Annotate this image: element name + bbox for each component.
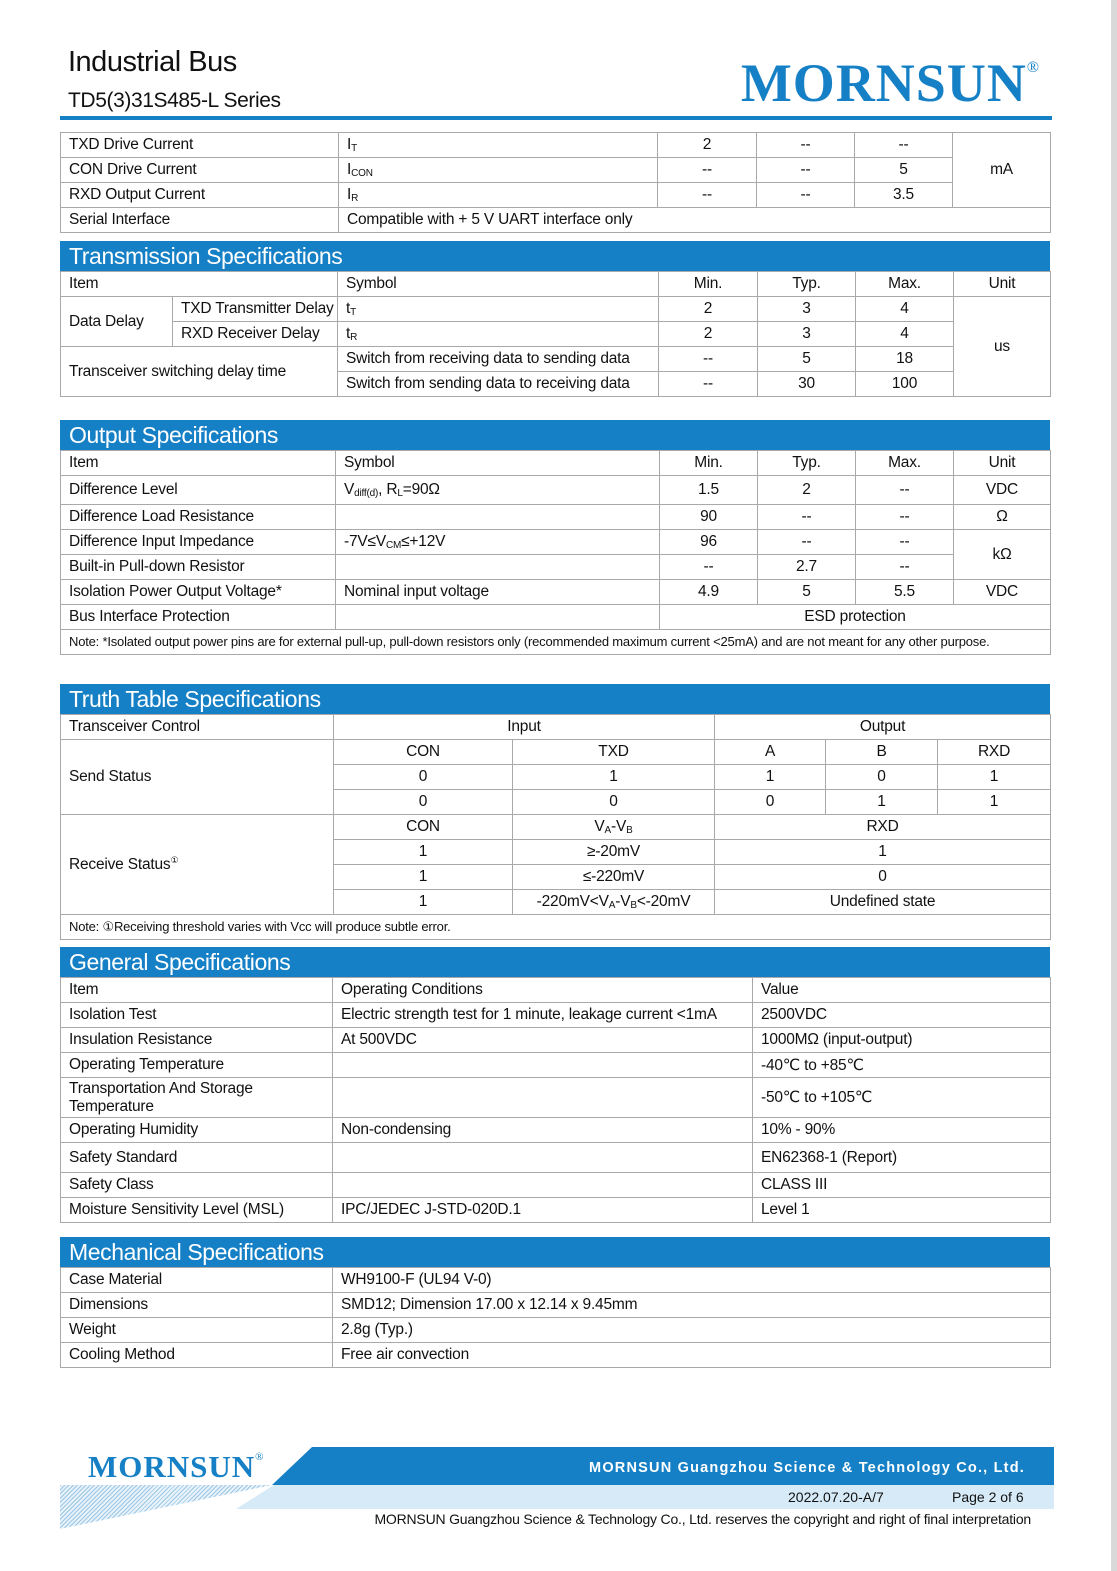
value-cell: 0 [715, 865, 1051, 890]
table-row [61, 133, 1051, 158]
condition-cell: Non-condensing [333, 1118, 753, 1143]
column-header: Input [334, 715, 715, 740]
condition-cell: Switch from receiving data to sending data [338, 347, 659, 372]
table-row [61, 815, 1051, 840]
min-cell: 1.5 [660, 476, 758, 505]
value-cell: 1 [334, 865, 513, 890]
column-header: Item [61, 272, 338, 297]
value-cell: EN62368-1 (Report) [753, 1143, 1051, 1173]
doc-category-title: Industrial Bus [68, 46, 237, 78]
unit-cell: VDC [954, 476, 1051, 505]
table-row [61, 1268, 1051, 1293]
table-row [61, 1198, 1051, 1223]
symbol-cell: $I_R$ [339, 183, 658, 208]
min-cell: -- [659, 372, 758, 397]
table-row [61, 183, 1051, 208]
table-row [61, 347, 1051, 372]
value-cell: ≥-20mV [513, 840, 715, 865]
value-cell: 1 [938, 765, 1051, 790]
typ-cell: 2.7 [758, 555, 856, 580]
value-cell: 0 [334, 765, 513, 790]
typ-cell: 30 [758, 372, 856, 397]
section-title: Mechanical Specifications [60, 1237, 1050, 1267]
table-header-row [61, 978, 1051, 1003]
value-cell: Free air convection [333, 1343, 1051, 1368]
table-header-row [61, 272, 1051, 297]
max-cell: 5.5 [856, 580, 954, 605]
item-cell: Safety Class [61, 1173, 333, 1198]
table-row [61, 505, 1051, 530]
condition-cell: Electric strength test for 1 minute, leakage current <1mA [333, 1003, 753, 1028]
symbol-cell: $I_{CON}$ [339, 158, 658, 183]
min-cell: -- [658, 158, 757, 183]
table-header-row [61, 451, 1051, 476]
max-cell: -- [856, 505, 954, 530]
value-cell: 1 [938, 790, 1051, 815]
min-cell: -- [658, 183, 757, 208]
value-cell: ESD protection [660, 605, 1051, 630]
item-cell: Operating Humidity [61, 1118, 333, 1143]
column-header: Value [753, 978, 1051, 1003]
item-cell: Difference Load Resistance [61, 505, 336, 530]
column-header: Operating Conditions [333, 978, 753, 1003]
item-cell: Transceiver switching delay time [61, 347, 338, 397]
unit-cell: Ω [954, 505, 1051, 530]
unit-cell: VDC [954, 580, 1051, 605]
table-row [61, 297, 1051, 322]
column-header: RXD [938, 740, 1051, 765]
item-cell: Dimensions [61, 1293, 333, 1318]
value-cell: WH9100-F (UL94 V-0) [333, 1268, 1051, 1293]
symbol-cell: $-7V\le V_{CM}\le+12V$ [336, 530, 660, 555]
value-cell: -50℃ to +105℃ [753, 1078, 1051, 1118]
value-cell: 1000MΩ (input-output) [753, 1028, 1051, 1053]
symbol-cell: $t_T$ [338, 297, 659, 322]
table-row [61, 476, 1051, 505]
value-cell: SMD12; Dimension 17.00 x 12.14 x 9.45mm [333, 1293, 1051, 1318]
condition-cell [333, 1173, 753, 1198]
value-cell: 2500VDC [753, 1003, 1051, 1028]
max-cell: 4 [856, 322, 954, 347]
column-header: RXD [715, 815, 1051, 840]
value-cell: 1 [334, 840, 513, 865]
column-header: Max. [856, 272, 954, 297]
item-cell: Difference Input Impedance [61, 530, 336, 555]
value-cell: $-220mV<V_A-V_B<-20mV$ [513, 890, 715, 915]
item-cell: Isolation Power Output Voltage* [61, 580, 336, 605]
typ-cell: 5 [758, 580, 856, 605]
send-status-label: Send Status [61, 740, 334, 815]
output-section [60, 420, 1050, 655]
table-row [61, 208, 1051, 233]
item-cell: Cooling Method [61, 1343, 333, 1368]
item-cell: Safety Standard [61, 1143, 333, 1173]
column-header: CON [334, 740, 513, 765]
header-rule [60, 116, 1052, 120]
condition-cell: Switch from sending data to receiving data [338, 372, 659, 397]
min-cell: 96 [660, 530, 758, 555]
min-cell: 4.9 [660, 580, 758, 605]
table-row [61, 1078, 1051, 1118]
value-cell: Level 1 [753, 1198, 1051, 1223]
footer-date: 2022.07.20-A/7 [788, 1489, 884, 1505]
unit-cell: kΩ [954, 530, 1051, 580]
symbol-cell: Nominal input voltage [336, 580, 660, 605]
table-row [61, 158, 1051, 183]
column-header: Unit [954, 272, 1051, 297]
table-row [61, 1003, 1051, 1028]
column-header: Output [715, 715, 1051, 740]
typ-cell: -- [758, 505, 856, 530]
column-header: Min. [660, 451, 758, 476]
column-header: Item [61, 978, 333, 1003]
min-cell: -- [659, 347, 758, 372]
table-row [61, 1028, 1051, 1053]
condition-cell: IPC/JEDEC J-STD-020D.1 [333, 1198, 753, 1223]
typ-cell: 2 [758, 476, 856, 505]
doc-series-title: TD5(3)31S485-L Series [68, 89, 281, 112]
value-cell: CLASS III [753, 1173, 1051, 1198]
max-cell: -- [856, 555, 954, 580]
min-cell: 2 [659, 322, 758, 347]
item-cell: Moisture Sensitivity Level (MSL) [61, 1198, 333, 1223]
typ-cell: 3 [758, 322, 856, 347]
general-section [60, 947, 1050, 1223]
sub-item-cell: TXD Transmitter Delay [173, 297, 338, 322]
condition-cell [333, 1143, 753, 1173]
condition-cell [333, 1053, 753, 1078]
item-cell: TXD Drive Current [61, 133, 339, 158]
table-row [61, 1053, 1051, 1078]
typ-cell: -- [757, 158, 855, 183]
sub-item-cell: RXD Receiver Delay [173, 322, 338, 347]
symbol-cell [336, 555, 660, 580]
typ-cell: -- [758, 530, 856, 555]
column-header: $V_A-V_B$ [513, 815, 715, 840]
item-cell: Operating Temperature [61, 1053, 333, 1078]
table-row [61, 740, 1051, 765]
item-cell: Insulation Resistance [61, 1028, 333, 1053]
typ-cell: -- [757, 183, 855, 208]
table-row [61, 1293, 1051, 1318]
table-row [61, 322, 1051, 347]
max-cell: 100 [856, 372, 954, 397]
condition-cell: At 500VDC [333, 1028, 753, 1053]
column-header: Item [61, 451, 336, 476]
value-cell: 1 [715, 765, 826, 790]
min-cell: 2 [658, 133, 757, 158]
typ-cell: -- [757, 133, 855, 158]
min-cell: 2 [659, 297, 758, 322]
item-cell: Weight [61, 1318, 333, 1343]
max-cell: 4 [856, 297, 954, 322]
value-cell: -40℃ to +85℃ [753, 1053, 1051, 1078]
column-header: Typ. [758, 272, 856, 297]
min-cell: 90 [660, 505, 758, 530]
table-row [61, 1318, 1051, 1343]
receive-status-label: Receive Status① [61, 815, 334, 915]
max-cell: -- [855, 133, 953, 158]
column-header: B [826, 740, 938, 765]
table-row [61, 1118, 1051, 1143]
max-cell: 3.5 [855, 183, 953, 208]
item-cell: CON Drive Current [61, 158, 339, 183]
table-row [61, 580, 1051, 605]
item-cell: Bus Interface Protection [61, 605, 336, 630]
condition-cell [333, 1078, 753, 1118]
page-edge [1111, 0, 1117, 1571]
mornsun-logo: MORNSUN® [740, 53, 1039, 113]
table-header-row [61, 715, 1051, 740]
max-cell: -- [856, 476, 954, 505]
value-cell: 1 [715, 840, 1051, 865]
value-cell: 1 [334, 890, 513, 915]
footer-light-band [236, 1485, 1054, 1509]
section-title: Truth Table Specifications [60, 684, 1050, 714]
column-header: Typ. [758, 451, 856, 476]
value-cell: 2.8g (Typ.) [333, 1318, 1051, 1343]
item-cell: Transportation And Storage Temperature [61, 1078, 333, 1118]
table-row [61, 1173, 1051, 1198]
table-row [61, 1343, 1051, 1368]
table-row [61, 630, 1051, 655]
column-header: Transceiver Control [61, 715, 334, 740]
section-title: Output Specifications [60, 420, 1050, 450]
input-spec-continued [60, 132, 1050, 233]
column-header: A [715, 740, 826, 765]
truth-table-note: Note: ①Receiving threshold varies with Vcc will produce subtle error. [61, 915, 1051, 940]
typ-cell: 3 [758, 297, 856, 322]
max-cell: -- [856, 530, 954, 555]
table-row [61, 915, 1051, 940]
footer-page-number: Page 2 of 6 [952, 1489, 1024, 1505]
column-header: CON [334, 815, 513, 840]
column-header: Max. [856, 451, 954, 476]
value-cell: 1 [513, 765, 715, 790]
table-row [61, 530, 1051, 555]
column-header: Min. [659, 272, 758, 297]
item-cell: Isolation Test [61, 1003, 333, 1028]
item-cell: Case Material [61, 1268, 333, 1293]
value-cell: Undefined state [715, 890, 1051, 915]
max-cell: 18 [856, 347, 954, 372]
footer-company-name: MORNSUN Guangzhou Science & Technology Co., Ltd. [589, 1460, 1025, 1476]
truth-table-section [60, 684, 1050, 940]
footer-copyright: MORNSUN Guangzhou Science & Technology Co., Ltd. reserves the copyright and right of final interpretation [374, 1511, 1031, 1527]
unit-cell: mA [953, 133, 1051, 208]
item-cell: Data Delay [61, 297, 173, 347]
value-cell: 0 [715, 790, 826, 815]
min-cell: -- [660, 555, 758, 580]
footer-logo: MORNSUN® [88, 1449, 265, 1484]
table-row [61, 1143, 1051, 1173]
value-cell: 1 [826, 790, 938, 815]
value-cell: 0 [826, 765, 938, 790]
section-title: General Specifications [60, 947, 1050, 977]
column-header: Symbol [336, 451, 660, 476]
symbol-cell: $V_{diff(d)}$, $R_L=90\Omega$ [336, 476, 660, 505]
column-header: Unit [954, 451, 1051, 476]
symbol-cell [336, 605, 660, 630]
mechanical-section [60, 1237, 1050, 1368]
table-row [61, 605, 1051, 630]
column-header: TXD [513, 740, 715, 765]
value-cell: ≤-220mV [513, 865, 715, 890]
item-cell: Serial Interface [61, 208, 339, 233]
typ-cell: 5 [758, 347, 856, 372]
symbol-cell: $I_T$ [339, 133, 658, 158]
max-cell: 5 [855, 158, 953, 183]
item-cell: Difference Level [61, 476, 336, 505]
symbol-cell: $t_R$ [338, 322, 659, 347]
value-cell: 0 [334, 790, 513, 815]
transmission-section [60, 241, 1050, 397]
item-cell: Built-in Pull-down Resistor [61, 555, 336, 580]
value-cell: 0 [513, 790, 715, 815]
symbol-cell [336, 505, 660, 530]
output-note: Note: *Isolated output power pins are for external pull-up, pull-down resistors only (recommended maximum current <25mA) and are not meant for any other purpose. [61, 630, 1051, 655]
item-cell: RXD Output Current [61, 183, 339, 208]
unit-cell: us [954, 297, 1051, 397]
table-row [61, 555, 1051, 580]
section-title: Transmission Specifications [60, 241, 1050, 271]
column-header: Symbol [338, 272, 659, 297]
value-cell: 10% - 90% [753, 1118, 1051, 1143]
value-cell: Compatible with + 5 V UART interface only [339, 208, 1051, 233]
